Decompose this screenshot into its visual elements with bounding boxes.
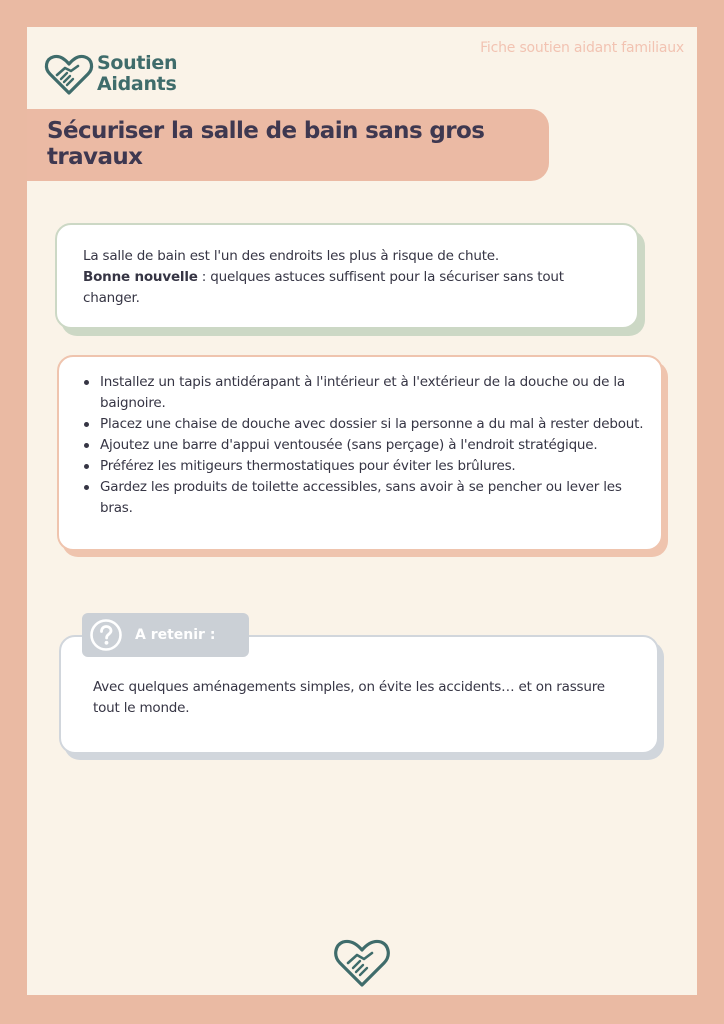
title-band	[27, 109, 549, 181]
intro-line-1: La salle de bain est l'un des endroits les plus à risque de chute.	[83, 248, 499, 264]
tips-list	[84, 372, 646, 519]
heart-handshake-icon	[43, 51, 95, 97]
tips-card	[57, 355, 663, 551]
list-item: Préférez les mitigeurs thermostatiques pour éviter les brûlures.	[84, 456, 646, 477]
intro-line-2: : quelques astuces suffisent pour la sécuriser sans tout changer.	[83, 269, 564, 306]
logo-line-1: Soutien	[97, 52, 178, 74]
list-item: Placez une chaise de douche avec dossier si la personne a du mal à rester debout.	[84, 414, 646, 435]
header-note: Fiche soutien aidant familiaux	[480, 40, 684, 56]
intro-text	[83, 246, 623, 309]
question-icon	[89, 618, 123, 652]
brand-logo	[43, 51, 177, 97]
remember-label: A retenir :	[135, 627, 216, 643]
heart-handshake-icon	[332, 935, 392, 989]
remember-text: Avec quelques aménagements simples, on évite les accidents… et on rassure tout le monde.	[93, 679, 605, 716]
logo-line-2: Aidants	[97, 73, 177, 95]
document-page	[27, 27, 697, 995]
list-item: Installez un tapis antidérapant à l'intérieur et à l'extérieur de la douche ou de la baignoire.	[84, 372, 646, 414]
remember-tab	[82, 613, 249, 657]
intro-bold: Bonne nouvelle	[83, 269, 198, 285]
page-title: Sécuriser la salle de bain sans gros travaux	[47, 118, 485, 170]
intro-card	[55, 223, 639, 329]
list-item: Ajoutez une barre d'appui ventousée (sans perçage) à l'endroit stratégique.	[84, 435, 646, 456]
list-item: Gardez les produits de toilette accessibles, sans avoir à se pencher ou lever les bras.	[84, 477, 646, 519]
